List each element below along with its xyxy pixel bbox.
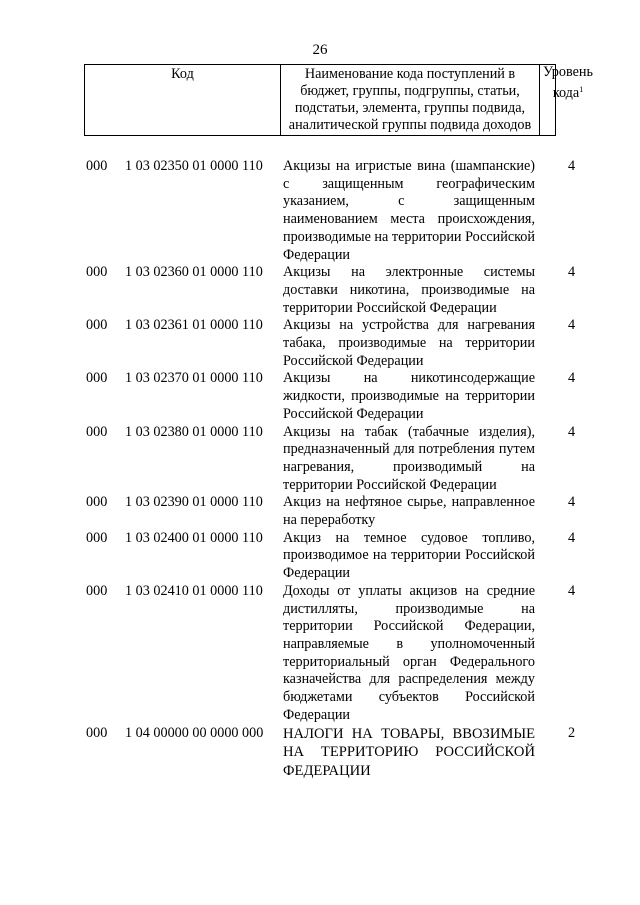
code-level: 4 — [568, 423, 576, 440]
footnote-marker: 1 — [579, 85, 584, 94]
income-code: 1 03 02390 01 0000 110 — [125, 494, 263, 511]
table-row — [0, 530, 640, 583]
code-level: 4 — [568, 158, 576, 174]
admin-code: 000 — [86, 370, 108, 387]
code-level: 4 — [568, 370, 576, 387]
admin-code: 000 — [86, 158, 108, 174]
table-row — [0, 494, 640, 529]
income-name: Акциз на нефтяное сырье, направленное на переработку — [283, 494, 535, 529]
code-level: 4 — [568, 264, 576, 281]
table-row — [0, 583, 640, 725]
code-level: 4 — [568, 317, 576, 334]
code-level: 4 — [568, 582, 576, 599]
table-body — [0, 158, 640, 780]
code-level: 4 — [568, 529, 576, 546]
admin-code: 000 — [86, 724, 108, 741]
admin-code: 000 — [86, 423, 108, 440]
admin-code: 000 — [86, 317, 108, 334]
income-name: Акцизы на табак (табачные изделия), предназначенный для потребления путем нагревания, производимый на территории Российской Федерации — [283, 423, 535, 493]
income-name: Акцизы на электронные системы доставки никотина, производимые на территории Российской Федерации — [283, 264, 535, 316]
table-row — [0, 317, 640, 370]
table-row — [0, 424, 640, 495]
income-name: Акциз на темное судовое топливо, производимое на территории Российской Федерации — [283, 529, 535, 582]
header-code: Код — [171, 66, 194, 82]
table-row — [0, 370, 640, 423]
income-code: 1 03 02350 01 0000 110 — [125, 158, 263, 174]
code-level: 4 — [568, 494, 576, 511]
header-level-label: Уровень кода — [543, 64, 593, 101]
income-name: НАЛОГИ НА ТОВАРЫ, ВВОЗИМЫЕ НА ТЕРРИТОРИЮ РОССИЙСКОЙ ФЕДЕРАЦИИ — [283, 725, 535, 779]
income-name: Акцизы на устройства для нагревания табака, производимые на территории Российской Федерации — [283, 317, 535, 369]
income-code: 1 03 02410 01 0000 110 — [125, 582, 263, 599]
code-level: 2 — [568, 724, 576, 741]
table-header — [84, 64, 556, 136]
admin-code: 000 — [86, 264, 108, 281]
income-code: 1 03 02400 01 0000 110 — [125, 529, 263, 546]
income-name: Акцизы на никотинсодержащие жидкости, производимые на территории Российской Федерации — [283, 370, 535, 422]
header-level — [540, 64, 596, 102]
income-code: 1 03 02361 01 0000 110 — [125, 317, 263, 334]
income-code: 1 04 00000 00 0000 000 — [125, 724, 264, 741]
table-row — [0, 264, 640, 317]
page-number: 26 — [312, 42, 328, 58]
admin-code: 000 — [86, 582, 108, 599]
admin-code: 000 — [86, 529, 108, 546]
income-code: 1 03 02380 01 0000 110 — [125, 423, 263, 440]
income-code: 1 03 02360 01 0000 110 — [125, 264, 263, 281]
income-name: Акцизы на игристые вина (шампанские) с защищенным географическим указанием, с защищенным наименованием места происхождения, производимые на территории Российской Федерации — [283, 158, 535, 263]
income-name: Доходы от уплаты акцизов на средние дистилляты, производимые на территории Российской Федерации, направляемые в уполномоченный территориальный орган Федерального казначейства для распределения между бюджетами субъектов Российской Федерации — [283, 582, 535, 723]
table-row — [0, 725, 640, 781]
header-name: Наименование кода поступлений в бюджет, группы, подгруппы, статьи, подстатьи, элемента, группы подвида, аналитической группы подвида доходов — [280, 65, 540, 135]
admin-code: 000 — [86, 494, 108, 511]
table-row — [0, 158, 640, 264]
income-code: 1 03 02370 01 0000 110 — [125, 370, 263, 387]
